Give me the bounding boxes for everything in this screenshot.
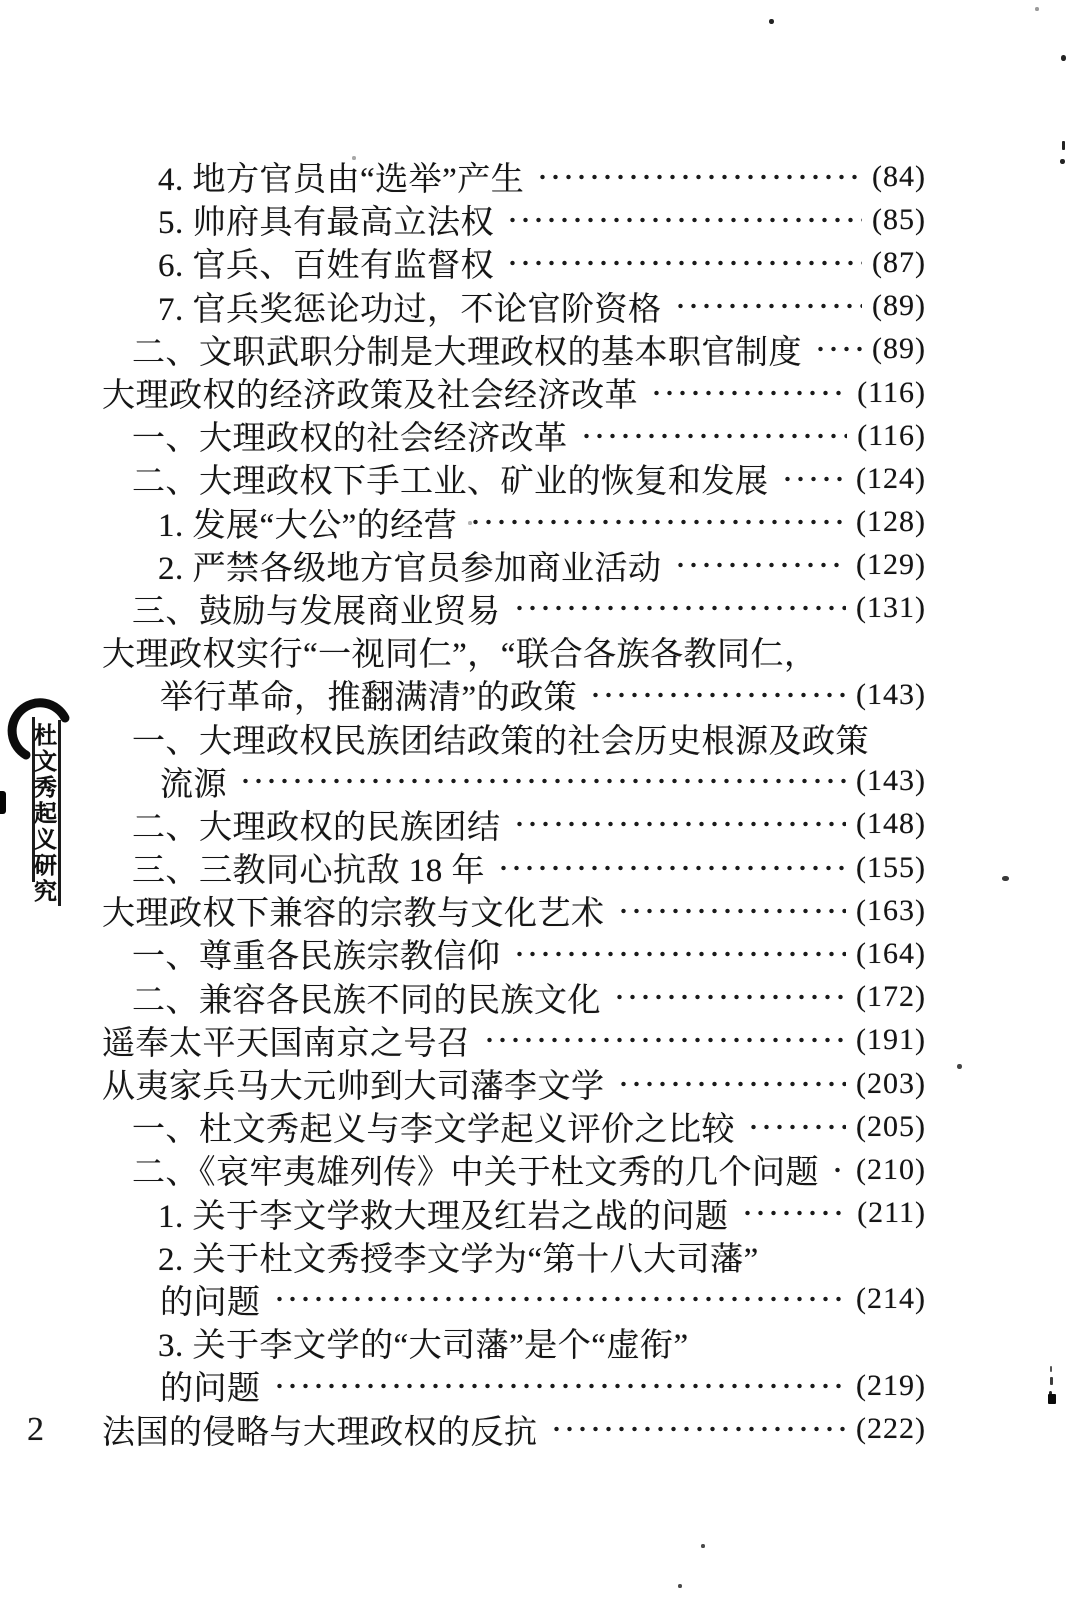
book-title-vertical: 杜文秀起义研究: [31, 723, 56, 905]
toc-entry-page: (211): [857, 1196, 926, 1230]
toc-entry: [0, 673, 1089, 716]
scan-speck: [1035, 7, 1039, 11]
scan-speck: [1062, 141, 1065, 150]
toc-entry-page: (205): [856, 1109, 926, 1143]
toc-entry-text: 法国的侵略与大理政权的反抗: [102, 1414, 538, 1451]
toc-entry-page: (131): [856, 591, 926, 625]
scan-speck: [678, 1584, 682, 1588]
toc-entry: [0, 328, 1089, 371]
toc-entry: [0, 976, 1089, 1019]
toc-entry-text: 二、《哀牢夷雄列传》中关于杜文秀的几个问题: [132, 1155, 819, 1192]
toc-entry: [0, 155, 1089, 198]
toc-entry-page: (143): [856, 677, 926, 711]
toc-entry: [0, 1278, 1089, 1321]
toc-entry-text: 三、三教同心抗敌 18 年: [132, 853, 485, 890]
toc-entry-text: 2. 严禁各级地方官员参加商业活动: [158, 550, 662, 587]
folio-page-number: 2: [27, 1411, 44, 1448]
toc-entry-page: (148): [856, 807, 926, 841]
scan-speck: [957, 1064, 962, 1069]
toc-entry: [0, 1105, 1089, 1148]
toc-entry-text: 大理政权下兼容的宗教与文化艺术: [102, 896, 605, 933]
toc-entry-page: (164): [856, 936, 926, 970]
toc-entry-text: 大理政权的经济政策及社会经济改革: [102, 378, 638, 415]
toc-entry: [0, 630, 1089, 673]
toc-entry-text: 4. 地方官员由“选举”产生: [158, 162, 525, 199]
toc-entry: [0, 1321, 1089, 1364]
toc-entry-page: (84): [872, 159, 926, 193]
toc-entry-text: 一、尊重各民族宗教信仰: [132, 939, 501, 976]
scan-speck: [701, 1544, 705, 1548]
toc-entry: [0, 760, 1089, 803]
toc-entry-text: 的问题: [160, 1284, 261, 1321]
toc-entry-page: (89): [872, 289, 926, 323]
scan-speck: [1060, 159, 1065, 164]
toc-entry: [0, 544, 1089, 587]
toc-entry: [0, 371, 1089, 414]
toc-entry-page: (203): [856, 1066, 926, 1100]
toc-entry-page: (128): [856, 505, 926, 539]
dotted-leader: [674, 562, 847, 568]
scan-speck: [1048, 1394, 1056, 1404]
dotted-leader: [814, 346, 862, 352]
scan-speck: [1061, 55, 1066, 61]
dotted-leader: [469, 519, 846, 525]
toc-entry-text: 从夷家兵马大元帅到大司藩李文学: [102, 1069, 605, 1106]
dotted-leader: [589, 692, 846, 698]
toc-entry: [0, 716, 1089, 759]
dotted-leader: [513, 951, 847, 957]
dotted-leader: [747, 1124, 846, 1130]
toc-entry: [0, 1019, 1089, 1062]
toc-entry-page: (191): [856, 1023, 926, 1057]
toc-entry-text: 三、鼓励与发展商业贸易: [132, 593, 501, 630]
toc-entry: [0, 803, 1089, 846]
toc-entry-page: (124): [856, 461, 926, 495]
scan-speck: [1002, 876, 1009, 881]
scan-speck: [1050, 1366, 1052, 1372]
scan-speck: [468, 521, 472, 525]
toc-entry: [0, 1062, 1089, 1105]
toc-entry-page: (172): [856, 980, 926, 1014]
toc-entry: [0, 198, 1089, 241]
dotted-leader: [497, 865, 846, 871]
dotted-leader: [273, 1383, 847, 1389]
toc-entry-text: 6. 官兵、百姓有监督权: [158, 248, 494, 285]
toc-list: [0, 155, 1089, 1451]
toc-entry-text: 二、大理政权的民族团结: [132, 809, 501, 846]
toc-entry-page: (85): [872, 202, 926, 236]
toc-entry-page: (219): [856, 1368, 926, 1402]
toc-entry-text: 一、大理政权的社会经济改革: [132, 421, 568, 458]
toc-entry-text: 二、兼容各民族不同的民族文化: [132, 982, 601, 1019]
dotted-leader: [273, 1296, 847, 1302]
dotted-leader: [741, 1210, 848, 1216]
dotted-leader: [513, 821, 847, 827]
toc-entry: [0, 932, 1089, 975]
toc-entry: [0, 1235, 1089, 1278]
toc-entry: [0, 846, 1089, 889]
toc-entry: [0, 1192, 1089, 1235]
scan-speck: [1050, 1377, 1053, 1385]
toc-entry-text: 举行革命，推翻满清”的政策: [160, 680, 578, 717]
toc-entry: [0, 889, 1089, 932]
toc-entry-text: 一、大理政权民族团结政策的社会历史根源及政策: [132, 723, 869, 760]
toc-entry: [0, 1364, 1089, 1407]
dotted-leader: [239, 778, 846, 784]
toc-entry-text: 遥奉太平天国南京之号召: [102, 1025, 471, 1062]
toc-entry-text: 1. 发展“大公”的经营: [158, 507, 458, 544]
toc-entry: [0, 501, 1089, 544]
toc-entry-page: (116): [857, 375, 926, 409]
toc-entry-page: (89): [872, 332, 926, 366]
toc-entry: [0, 587, 1089, 630]
toc-entry-text: 一、杜文秀起义与李文学起义评价之比较: [132, 1112, 735, 1149]
toc-entry-text: 流源: [160, 766, 227, 803]
dotted-leader: [580, 433, 848, 439]
toc-entry-text: 5. 帅府具有最高立法权: [158, 205, 494, 242]
toc-entry-text: 2. 关于杜文秀授李文学为“第十八大司藩”: [158, 1241, 759, 1278]
scan-speck: [769, 19, 774, 24]
toc-entry-page: (155): [856, 850, 926, 884]
toc-entry: [0, 285, 1089, 328]
dotted-leader: [536, 174, 862, 180]
toc-entry: [0, 414, 1089, 457]
toc-entry: [0, 241, 1089, 284]
toc-entry-page: (214): [856, 1282, 926, 1316]
toc-entry-page: (222): [856, 1412, 926, 1446]
toc-entry-page: (116): [857, 418, 926, 452]
dotted-leader: [674, 303, 863, 309]
dotted-leader: [506, 260, 862, 266]
dotted-leader: [550, 1426, 847, 1432]
toc-entry-text: 的问题: [160, 1371, 261, 1408]
dotted-leader: [483, 1037, 847, 1043]
toc-entry-text: 二、文职武职分制是大理政权的基本职官制度: [132, 334, 802, 371]
toc-entry-text: 3. 关于李文学的“大司藩”是个“虚衔”: [158, 1328, 689, 1365]
dotted-leader: [781, 476, 847, 482]
dotted-leader: [506, 217, 862, 223]
scan-speck: [352, 156, 356, 160]
toc-entry: [0, 1148, 1089, 1191]
toc-entry-text: 大理政权实行“一视同仁”，“联合各族各教同仁，: [102, 637, 818, 674]
toc-entry-text: 7. 官兵奖惩论功过，不论官阶资格: [158, 291, 662, 328]
toc-entry: [0, 1407, 1089, 1450]
toc-entry-text: 1. 关于李文学救大理及红岩之战的问题: [158, 1198, 729, 1235]
dotted-leader: [617, 1081, 847, 1087]
toc-entry-page: (210): [856, 1152, 926, 1186]
toc-entry-page: (129): [856, 548, 926, 582]
toc-entry-page: (163): [856, 893, 926, 927]
dotted-leader: [831, 1167, 846, 1173]
dotted-leader: [513, 605, 847, 611]
dotted-leader: [617, 908, 847, 914]
toc-entry-text: 二、大理政权下手工业、矿业的恢复和发展: [132, 464, 769, 501]
toc-entry-page: (87): [872, 245, 926, 279]
dotted-leader: [650, 390, 847, 396]
toc-entry-page: (143): [856, 764, 926, 798]
dotted-leader: [613, 994, 846, 1000]
toc-entry: [0, 457, 1089, 500]
